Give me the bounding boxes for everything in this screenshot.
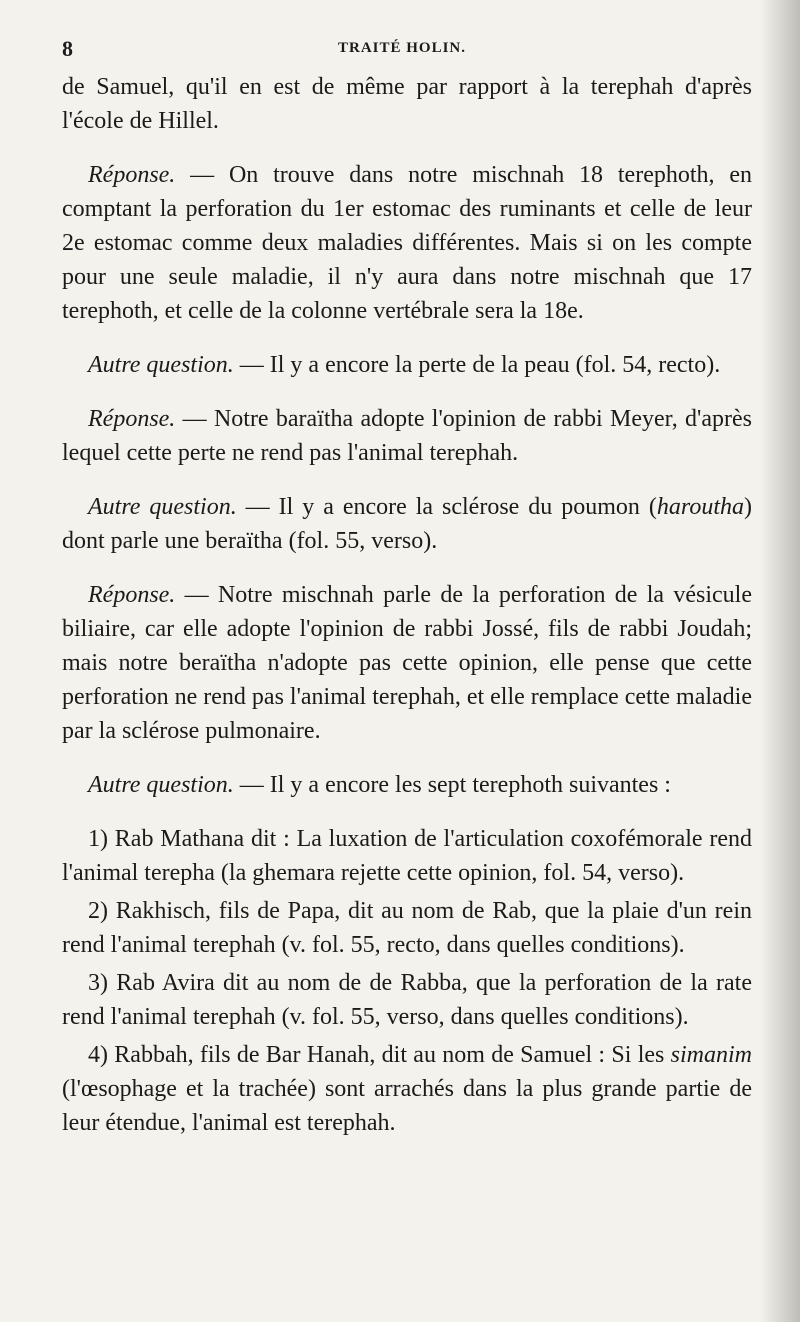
- page-edge-shadow: [760, 0, 800, 1322]
- paragraph-question-3: [62, 768, 752, 802]
- paragraph-text: — Il y a encore la sclérose du poumon (: [236, 494, 657, 520]
- paragraph-text: — Il y a encore la perte de la peau (fol. 54, recto).: [233, 352, 721, 378]
- list-item-italic-term: simanim: [670, 1042, 752, 1068]
- body-text: [62, 70, 752, 1140]
- paragraph-label: Autre question.: [88, 772, 234, 798]
- list-item: 2) Rakhisch, fils de Papa, dit au nom de Rab, que la plaie d'un rein rend l'animal terephah (v. fol. 55, recto, dans quelles conditions).: [62, 898, 752, 958]
- list-item: 1) Rab Mathana dit : La luxation de l'articulation coxofémorale rend l'animal terepha (la ghemara rejette cette opinion, fol. 54, verso).: [62, 826, 752, 886]
- paragraph-text: — Notre mischnah parle de la perforation de la vésicule biliaire, car elle adopte l'opinion de rabbi Jossé, fils de rabbi Joudah; mais notre beraïtha n'adopte pas cette opinion, elle pense que cette perforation ne rend pas l'animal terephah, et elle remplace cette maladie par la sclérose pulmonaire.: [62, 582, 752, 744]
- paragraph-answer-2: [62, 402, 752, 470]
- paragraph-label: Réponse.: [88, 406, 176, 432]
- paragraph-text: — On trouve dans notre mischnah 18 terephoth, en comptant la perforation du 1er estomac des ruminants et celle de leur 2e estomac comme deux maladies différentes. Mais si on les compte pour une seule maladie, il n'y aura dans notre mischnah que 17 terephoth, et celle de la colonne vertébrale sera la 18e.: [62, 162, 752, 324]
- paragraph-question-2: [62, 490, 752, 558]
- paragraph-answer-3: [62, 578, 752, 748]
- paragraph-label: Réponse.: [88, 582, 176, 608]
- paragraph-label: Autre question.: [88, 352, 234, 378]
- page-number: 8: [62, 36, 73, 61]
- paragraph-text: — Notre baraïtha adopte l'opinion de rabbi Meyer, d'après lequel cette perte ne rend pas l'animal terephah.: [62, 406, 752, 466]
- list-item: [62, 1038, 752, 1140]
- paragraph-text: — Il y a encore les sept terephoth suivantes :: [233, 772, 671, 798]
- paragraph-label: Autre question.: [88, 494, 237, 520]
- paragraph-italic-term: haroutha: [656, 494, 744, 520]
- paragraph-text: ) dont parle une beraïtha (fol. 55, verso).: [62, 494, 752, 554]
- list-item: 3) Rab Avira dit au nom de de Rabba, que la perforation de la rate rend l'animal terephah (v. fol. 55, verso, dans quelles conditions).: [62, 970, 752, 1030]
- paragraph-continuation: de Samuel, qu'il en est de même par rapport à la terephah d'après l'école de Hillel.: [62, 74, 752, 134]
- list-item-text: (l'œsophage et la trachée) sont arrachés dans la plus grande partie de leur étendue, l'animal est terephah.: [62, 1076, 752, 1136]
- paragraph-answer-1: [62, 158, 752, 328]
- page-header: [62, 36, 742, 68]
- list-item-text: 4) Rabbah, fils de Bar Hanah, dit au nom de Samuel : Si les: [88, 1042, 671, 1068]
- paragraph-label: Réponse.: [88, 162, 176, 188]
- running-title: TRAITÉ HOLIN.: [337, 40, 467, 56]
- paragraph-question-1: [62, 348, 752, 382]
